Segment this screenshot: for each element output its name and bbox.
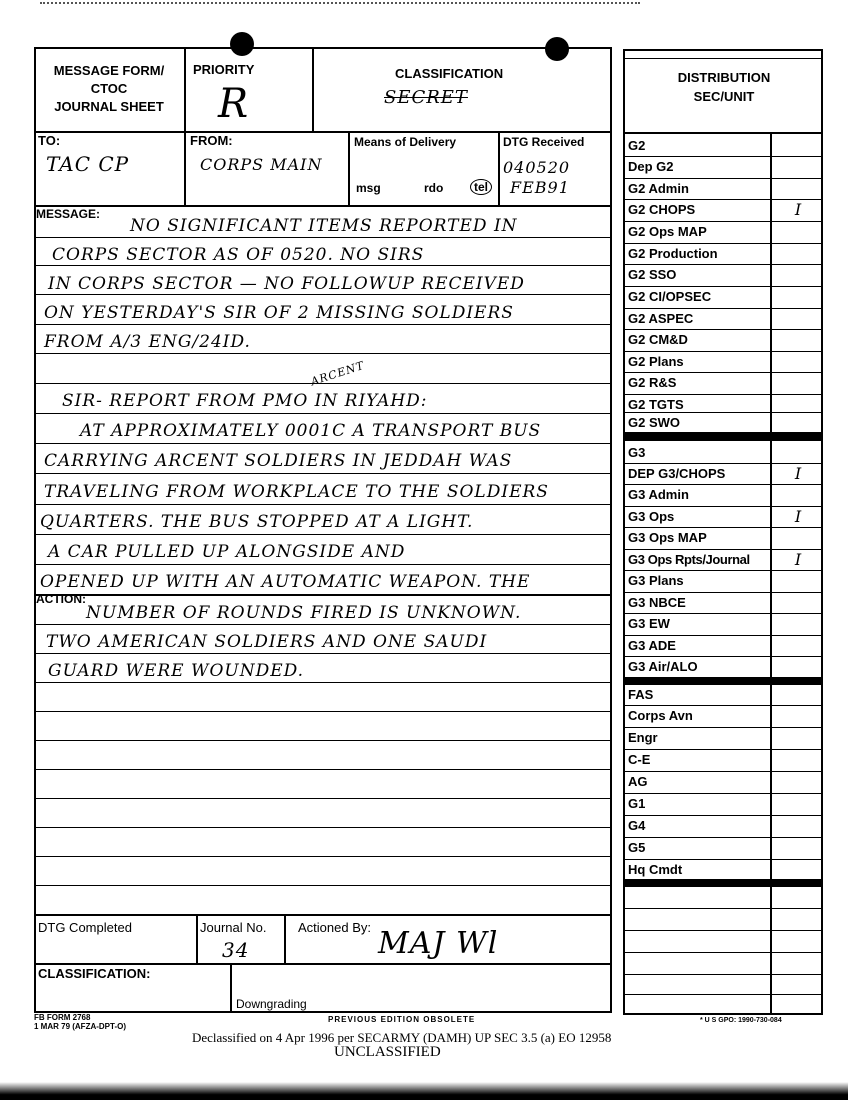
previous-edition-note: PREVIOUS EDITION OBSOLETE: [328, 1015, 476, 1024]
to-value: TAC CP: [46, 152, 130, 176]
from-value: CORPS MAIN: [200, 155, 323, 174]
distribution-row-divider: [623, 372, 823, 373]
distribution-item-label: Engr: [628, 730, 658, 745]
distribution-item-label: G3 Ops: [628, 509, 675, 524]
message-line: CORPS SECTOR AS OF 0520. NO SIRS: [52, 245, 425, 265]
distribution-row-divider: [623, 549, 823, 550]
distribution-row-divider: [623, 178, 823, 179]
priority-label: PRIORITY: [193, 62, 255, 77]
distribution-item-label: C-E: [628, 752, 651, 767]
message-line: ON YESTERDAY'S SIR OF 2 MISSING SOLDIERS: [44, 303, 514, 323]
unclassified-marking: UNCLASSIFIED: [334, 1044, 441, 1060]
distribution-row-divider: [623, 463, 823, 464]
distribution-check-mark: I: [794, 464, 802, 483]
distribution-item-label: G3: [628, 445, 646, 460]
distribution-check-mark: I: [794, 200, 802, 219]
bottom-scan-edge: [0, 1082, 848, 1100]
distribution-row-divider: [623, 286, 823, 287]
distribution-item-label: G2 TGTS: [628, 397, 684, 412]
message-label: MESSAGE:: [36, 207, 101, 221]
distribution-item-label: G2: [628, 138, 646, 153]
distribution-item-label: FAS: [628, 687, 654, 702]
declassified-note: Declassified on 4 Apr 1996 per SECARMY (DAMH) UP SEC 3.5 (a) EO 12958: [192, 1030, 612, 1045]
classification-struck: SECRET: [384, 87, 468, 108]
message-line: TRAVELING FROM WORKPLACE TO THE SOLDIERS: [44, 482, 549, 502]
distribution-item-label: G2 R&S: [628, 375, 677, 390]
punch-hole-right: [545, 37, 569, 61]
message-line: QUARTERS. THE BUS STOPPED AT A LIGHT.: [40, 512, 474, 532]
distribution-row-divider: [623, 394, 823, 395]
action-line: NUMBER OF ROUNDS FIRED IS UNKNOWN.: [86, 603, 522, 623]
distribution-check-mark: I: [794, 507, 802, 526]
distribution-row-divider: [623, 793, 823, 794]
distribution-item-label: G2 CM&D: [628, 332, 688, 347]
action-label: ACTION:: [36, 592, 86, 606]
distribution-row-divider: [623, 506, 823, 507]
distribution-item-label: G3 Ops Rpts/Journal: [628, 552, 750, 567]
distribution-row-divider: [623, 199, 823, 200]
distribution-row-divider: [623, 749, 823, 750]
distribution-item-label: G2 CHOPS: [628, 202, 696, 217]
distribution-item-label: G3 Air/ALO: [628, 659, 698, 674]
distribution-item-label: G2 CI/OPSEC: [628, 289, 712, 304]
distribution-title: DISTRIBUTION SEC/UNIT: [677, 70, 771, 104]
actioned-by-label: Actioned By:: [298, 920, 371, 935]
classification-footer-label: CLASSIFICATION:: [38, 966, 151, 981]
means-option-tel[interactable]: tel: [470, 179, 492, 195]
distribution-row-divider: [623, 727, 823, 728]
from-label: FROM:: [190, 133, 233, 148]
distribution-check-mark: I: [794, 550, 802, 569]
message-line: CARRYING ARCENT SOLDIERS IN JEDDAH WAS: [44, 451, 513, 471]
distribution-row-divider: [623, 243, 823, 244]
dtg-completed-label: DTG Completed: [38, 920, 132, 935]
distribution-row-divider: [623, 264, 823, 265]
distribution-row-divider: [623, 156, 823, 157]
means-of-delivery-label: Means of Delivery: [354, 135, 457, 149]
distribution-row-divider: [623, 613, 823, 614]
form-id: FB FORM 2768 1 MAR 79 (AFZA-DPT-O): [34, 1013, 126, 1031]
classification-label: CLASSIFICATION: [395, 66, 504, 81]
distribution-item-label: G2 Ops MAP: [628, 224, 707, 239]
distribution-item-label: G3 Plans: [628, 573, 684, 588]
message-line: A CAR PULLED UP ALONGSIDE AND: [48, 542, 406, 562]
distribution-row-divider: [623, 221, 823, 222]
distribution-row-divider: [623, 705, 823, 706]
message-line: FROM A/3 ENG/24ID.: [44, 332, 251, 352]
message-insert-arcent: ARCENT: [309, 358, 367, 389]
punch-hole-left: [230, 32, 254, 56]
means-option-rdo[interactable]: rdo: [424, 181, 444, 195]
distribution-row-divider: [623, 837, 823, 838]
distribution-row-divider: [623, 771, 823, 772]
distribution-row-divider: [623, 656, 823, 657]
message-line: IN CORPS SECTOR — NO FOLLOWUP RECEIVED: [48, 274, 525, 294]
distribution-item-label: G4: [628, 818, 646, 833]
distribution-item-label: G1: [628, 796, 646, 811]
dtg-received-value-1: 040520: [503, 158, 571, 177]
distribution-row-divider: [623, 484, 823, 485]
message-line: SIR- REPORT FROM PMO IN RIYAHD:: [62, 391, 428, 411]
top-scan-noise: [40, 2, 640, 10]
distribution-item-label: G2 SWO: [628, 415, 681, 430]
action-line: GUARD WERE WOUNDED.: [48, 661, 305, 681]
distribution-item-label: G3 NBCE: [628, 595, 686, 610]
distribution-item-label: G3 EW: [628, 616, 670, 631]
action-line: TWO AMERICAN SOLDIERS AND ONE SAUDI: [46, 632, 488, 652]
message-line: OPENED UP WITH AN AUTOMATIC WEAPON. THE: [40, 572, 531, 592]
signature: MAJ Wl: [378, 926, 499, 961]
dtg-received-label: DTG Received: [503, 135, 585, 149]
distribution-item-label: G3 Ops MAP: [628, 530, 707, 545]
dtg-received-value-2: FEB91: [510, 178, 570, 197]
distribution-row-divider: [623, 859, 823, 860]
distribution-item-label: G5: [628, 840, 646, 855]
priority-value: R: [218, 81, 250, 127]
gpo-note: * U S GPO: 1990-730-084: [700, 1017, 782, 1024]
distribution-item-label: G2 Production: [628, 246, 718, 261]
distribution-item-label: AG: [628, 774, 648, 789]
distribution-item-label: G2 Plans: [628, 354, 684, 369]
distribution-row-divider: [623, 527, 823, 528]
distribution-item-label: G3 Admin: [628, 487, 689, 502]
distribution-item-label: G3 ADE: [628, 638, 676, 653]
distribution-item-label: G2 SSO: [628, 267, 677, 282]
message-line: AT APPROXIMATELY 0001C A TRANSPORT BUS: [80, 421, 542, 441]
downgrading-label: Downgrading: [236, 997, 307, 1011]
distribution-item-label: Dep G2: [628, 159, 674, 174]
distribution-row-divider: [623, 815, 823, 816]
distribution-row-divider: [623, 592, 823, 593]
distribution-row-divider: [623, 635, 823, 636]
journal-no-label: Journal No.: [200, 920, 267, 935]
distribution-row-divider: [623, 570, 823, 571]
journal-no-value: 34: [222, 938, 250, 962]
distribution-row-divider: [623, 329, 823, 330]
distribution-item-label: G2 Admin: [628, 181, 689, 196]
to-label: TO:: [38, 133, 61, 148]
distribution-item-label: Hq Cmdt: [628, 862, 683, 877]
message-line: NO SIGNIFICANT ITEMS REPORTED IN: [130, 216, 518, 236]
distribution-item-label: Corps Avn: [628, 708, 693, 723]
means-option-msg[interactable]: msg: [356, 181, 381, 195]
form-title: MESSAGE FORM/ CTOC JOURNAL SHEET: [53, 63, 165, 114]
distribution-item-label: DEP G3/CHOPS: [628, 466, 726, 481]
distribution-row-divider: [623, 351, 823, 352]
distribution-row-divider: [623, 308, 823, 309]
distribution-item-label: G2 ASPEC: [628, 311, 694, 326]
